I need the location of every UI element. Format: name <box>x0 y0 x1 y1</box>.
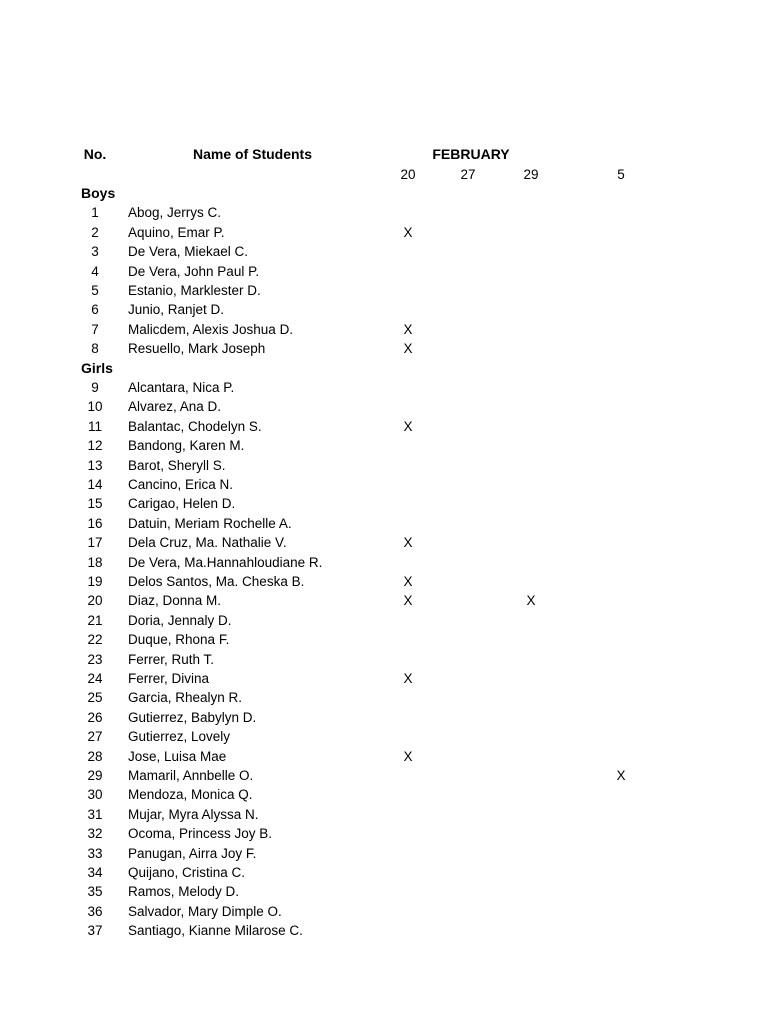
student-name: Ramos, Melody D. <box>128 884 240 900</box>
student-number: 31 <box>87 806 103 822</box>
student-name: Salvador, Mary Dimple O. <box>128 903 282 919</box>
student-name: Cancino, Erica N. <box>128 477 234 492</box>
student-name: Ferrer, Ruth T. <box>128 651 215 667</box>
section-title: Boys <box>81 185 116 201</box>
student-name: Santiago, Kianne Milarose C. <box>128 923 303 939</box>
attendance-mark: X <box>403 341 413 357</box>
student-number: 12 <box>87 438 103 454</box>
student-name: Junio, Ranjet D. <box>128 302 225 318</box>
student-number: 6 <box>91 302 99 318</box>
student-number: 22 <box>87 632 103 648</box>
student-number: 9 <box>91 380 99 395</box>
student-number: 13 <box>87 457 103 473</box>
student-number: 4 <box>91 263 99 279</box>
header-date-2: 27 <box>460 167 476 182</box>
student-name: Alvarez, Ana D. <box>128 399 222 415</box>
student-name: Gutierrez, Lovely <box>128 729 231 745</box>
student-number: 7 <box>91 321 99 337</box>
header-no: No. <box>83 146 107 162</box>
attendance-mark: X <box>616 768 626 783</box>
attendance-mark: X <box>403 321 413 337</box>
student-number: 32 <box>87 826 103 842</box>
student-name: Delos Santos, Ma. Cheska B. <box>128 574 305 589</box>
student-number: 24 <box>87 671 103 686</box>
student-number: 19 <box>87 574 103 589</box>
student-number: 11 <box>87 418 102 434</box>
student-name: Dela Cruz, Ma. Nathalie V. <box>128 535 287 551</box>
student-number: 30 <box>87 787 103 803</box>
attendance-mark: X <box>403 224 413 240</box>
student-number: 26 <box>87 709 103 725</box>
student-name: Ferrer, Divina <box>128 671 210 686</box>
student-number: 10 <box>87 399 103 415</box>
header-name: Name of Students <box>192 146 312 162</box>
student-number: 27 <box>87 729 103 745</box>
student-name: Panugan, Airra Joy F. <box>128 845 257 861</box>
attendance-mark: X <box>403 748 413 764</box>
student-name: De Vera, John Paul P. <box>128 263 260 279</box>
student-number: 25 <box>87 690 103 706</box>
student-number: 17 <box>87 535 103 551</box>
header-month: FEBRUARY <box>432 146 510 162</box>
student-name: Duque, Rhona F. <box>128 632 230 648</box>
attendance-mark: X <box>403 593 413 609</box>
student-number: 5 <box>91 283 99 298</box>
student-name: Garcia, Rhealyn R. <box>128 690 243 706</box>
student-number: 28 <box>87 748 103 764</box>
student-number: 3 <box>91 244 99 260</box>
student-name: Alcantara, Nica P. <box>128 380 235 395</box>
student-name: Mujar, Myra Alyssa N. <box>128 806 259 822</box>
attendance-mark: X <box>403 535 413 551</box>
student-number: 29 <box>87 768 103 783</box>
attendance-mark: X <box>403 418 413 434</box>
student-number: 23 <box>87 651 103 667</box>
student-number: 21 <box>87 612 103 628</box>
student-number: 16 <box>87 515 103 531</box>
header-date-1: 20 <box>400 167 416 182</box>
student-name: Bandong, Karen M. <box>128 438 245 454</box>
student-name: Balantac, Chodelyn S. <box>128 418 262 434</box>
student-number: 37 <box>87 923 103 939</box>
student-name: Jose, Luisa Mae <box>128 748 227 764</box>
section-title: Girls <box>81 359 113 376</box>
attendance-mark: X <box>403 671 413 686</box>
attendance-mark: X <box>526 593 536 609</box>
student-number: 15 <box>87 496 103 512</box>
student-name: Ocoma, Princess Joy B. <box>128 826 273 842</box>
student-number: 18 <box>87 554 103 570</box>
student-name: Diaz, Donna M. <box>128 593 222 609</box>
header-date-3: 29 <box>523 167 539 182</box>
header-date-4: 5 <box>617 167 625 182</box>
student-name: Barot, Sheryll S. <box>128 457 226 473</box>
student-number: 34 <box>87 865 103 880</box>
student-name: Quijano, Cristina C. <box>128 865 246 880</box>
student-number: 20 <box>87 593 103 609</box>
student-name: Mendoza, Monica Q. <box>128 787 253 803</box>
student-number: 35 <box>87 884 103 900</box>
student-name: De Vera, Miekael C. <box>128 244 249 260</box>
student-number: 8 <box>91 341 99 357</box>
student-name: Gutierrez, Babylyn D. <box>128 709 257 725</box>
student-number: 36 <box>87 903 103 919</box>
student-number: 33 <box>87 845 103 861</box>
student-name: Estanio, Marklester D. <box>128 283 261 298</box>
student-name: Mamaril, Annbelle O. <box>128 768 254 783</box>
student-name: Datuin, Meriam Rochelle A. <box>128 515 292 531</box>
student-name: De Vera, Ma.Hannahloudiane R. <box>128 554 323 570</box>
student-number: 14 <box>87 477 103 492</box>
student-name: Resuello, Mark Joseph <box>128 341 266 357</box>
student-name: Doria, Jennaly D. <box>128 612 232 628</box>
student-name: Carigao, Helen D. <box>128 496 236 512</box>
student-name: Abog, Jerrys C. <box>128 205 222 221</box>
attendance-mark: X <box>403 574 413 589</box>
student-name: Aquino, Emar P. <box>128 224 225 240</box>
student-number: 2 <box>91 224 99 240</box>
student-name: Malicdem, Alexis Joshua D. <box>128 321 294 337</box>
student-number: 1 <box>91 205 99 221</box>
